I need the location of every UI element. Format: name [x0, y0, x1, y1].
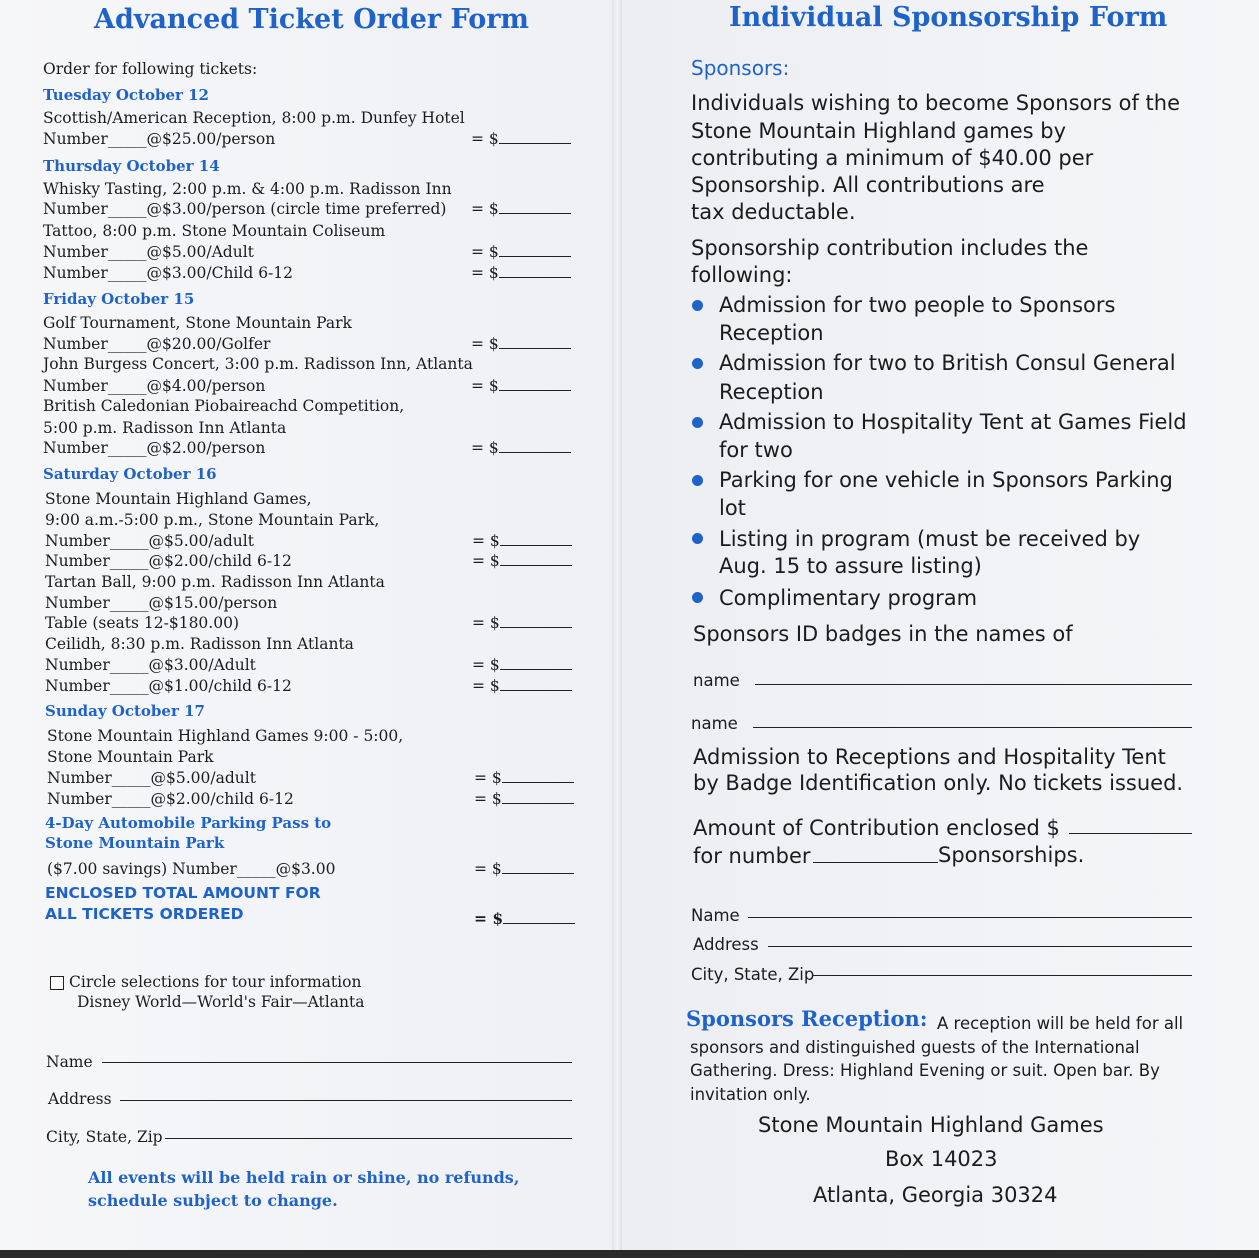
- tour-options[interactable]: Disney World—World's Fair—Atlanta: [77, 993, 365, 1011]
- intro-paragraph: tax deductable.: [691, 200, 856, 224]
- benefit-item: Complimentary program: [719, 586, 978, 610]
- bottom-edge: [0, 1250, 1259, 1258]
- day-heading: Sunday October 17: [45, 702, 205, 720]
- includes-paragraph: Sponsorship contribution includes the: [691, 236, 1089, 260]
- bullet-icon: [692, 300, 703, 311]
- day-heading: Tuesday October 12: [43, 86, 209, 104]
- badge-name-input[interactable]: [753, 727, 1192, 728]
- amount-field[interactable]: = $: [471, 377, 571, 395]
- badge-name-input[interactable]: [755, 684, 1192, 685]
- parking-heading: Stone Mountain Park: [45, 834, 225, 852]
- sponsorships-label: Sponsorships.: [938, 843, 1085, 867]
- rain-or-shine-note: All events will be held rain or shine, no refunds,: [88, 1168, 520, 1187]
- amount-field[interactable]: = $: [472, 552, 572, 570]
- total-amount-field[interactable]: = $: [474, 909, 575, 928]
- amount-field[interactable]: = $: [471, 243, 571, 261]
- quantity-line: Number_____@$3.00/Child 6-12: [43, 264, 294, 282]
- tour-info-label: Circle selections for tour information: [69, 973, 362, 991]
- quantity-line: Number_____@$25.00/person: [43, 130, 276, 148]
- benefit-item: lot: [719, 496, 746, 520]
- event-line: Golf Tournament, Stone Mountain Park: [43, 314, 352, 332]
- ticket-form-title: Advanced Ticket Order Form: [94, 4, 530, 35]
- sponsorship-form-title: Individual Sponsorship Form: [729, 2, 1168, 33]
- amount-field[interactable]: = $: [471, 130, 571, 148]
- event-line: Tartan Ball, 9:00 p.m. Radisson Inn Atlanta: [45, 573, 385, 591]
- quantity-line: Number_____@$2.00/person: [43, 439, 266, 457]
- name-input[interactable]: [102, 1062, 572, 1063]
- day-heading: Thursday October 14: [43, 157, 220, 175]
- quantity-line: ($7.00 savings) Number_____@$3.00: [47, 860, 336, 878]
- name-input[interactable]: [748, 917, 1192, 918]
- address-label: Address: [48, 1090, 112, 1108]
- reception-text: Gathering. Dress: Highland Evening or suit. Open bar. By: [690, 1061, 1160, 1080]
- quantity-line: Number_____@$20.00/Golfer: [43, 335, 271, 353]
- event-line: Stone Mountain Park: [47, 748, 214, 766]
- intro-paragraph: Sponsorship. All contributions are: [691, 173, 1045, 197]
- intro-paragraph: Stone Mountain Highland games by: [691, 119, 1067, 143]
- sponsorship-count-input[interactable]: [813, 862, 938, 863]
- order-intro: Order for following tickets:: [43, 60, 258, 78]
- page-fold: [612, 0, 622, 1250]
- name-label: Name: [691, 906, 740, 925]
- benefit-item: Listing in program (must be received by: [719, 527, 1141, 551]
- city-state-zip-input[interactable]: [165, 1138, 572, 1139]
- quantity-line: Number_____@$3.00/person (circle time preferred): [43, 200, 447, 218]
- reception-text: A reception will be held for all: [937, 1014, 1184, 1033]
- name-label: Name: [46, 1053, 93, 1071]
- badge-name-label: name: [691, 714, 738, 733]
- benefit-item: for two: [719, 438, 793, 462]
- event-line: Stone Mountain Highland Games 9:00 - 5:00,: [47, 727, 404, 745]
- total-heading: ENCLOSED TOTAL AMOUNT FOR: [45, 884, 321, 902]
- benefit-item: Admission for two to British Consul General: [719, 351, 1176, 375]
- rain-or-shine-note: schedule subject to change.: [88, 1191, 338, 1210]
- includes-paragraph: following:: [691, 263, 793, 287]
- event-line: 9:00 a.m.-5:00 p.m., Stone Mountain Park,: [45, 511, 380, 529]
- badge-name-label: name: [693, 671, 740, 690]
- address-label: Address: [693, 935, 759, 954]
- address-input[interactable]: [120, 1100, 572, 1101]
- amount-field[interactable]: = $: [474, 790, 574, 808]
- address-input[interactable]: [768, 946, 1192, 947]
- contribution-amount-input[interactable]: [1069, 833, 1192, 834]
- amount-field[interactable]: = $: [474, 769, 574, 787]
- quantity-line: Number_____@$5.00/adult: [47, 769, 256, 787]
- quantity-line: Number_____@$15.00/person: [45, 594, 278, 612]
- benefit-item: Aug. 15 to assure listing): [719, 554, 982, 578]
- quantity-line: Table (seats 12-$180.00): [45, 614, 239, 632]
- event-line: British Caledonian Piobaireachd Competition,: [43, 397, 405, 415]
- day-heading: Friday October 15: [43, 290, 195, 308]
- amount-field[interactable]: = $: [471, 200, 571, 218]
- intro-paragraph: contributing a minimum of $40.00 per: [691, 146, 1094, 170]
- quantity-line: Number_____@$5.00/Adult: [43, 243, 254, 261]
- admission-note: Admission to Receptions and Hospitality Tent: [693, 745, 1166, 769]
- badges-label: Sponsors ID badges in the names of: [693, 622, 1073, 646]
- event-line: Scottish/American Reception, 8:00 p.m. Dunfey Hotel: [43, 109, 465, 127]
- admission-note: by Badge Identification only. No tickets issued.: [693, 771, 1184, 795]
- event-line: Ceilidh, 8:30 p.m. Radisson Inn Atlanta: [45, 635, 354, 653]
- bullet-icon: [692, 417, 703, 428]
- amount-field[interactable]: = $: [472, 656, 572, 674]
- event-line: 5:00 p.m. Radisson Inn Atlanta: [43, 419, 287, 437]
- quantity-line: Number_____@$2.00/child 6-12: [45, 552, 292, 570]
- quantity-line: Number_____@$5.00/adult: [45, 532, 254, 550]
- amount-field[interactable]: = $: [474, 860, 574, 878]
- parking-heading: 4-Day Automobile Parking Pass to: [45, 814, 332, 832]
- city-state-zip-input[interactable]: [812, 975, 1192, 976]
- quantity-line: Number_____@$1.00/child 6-12: [45, 677, 292, 695]
- mailing-address: Box 14023: [885, 1147, 998, 1171]
- bullet-icon: [692, 358, 703, 369]
- city-state-zip-label: City, State, Zip: [46, 1128, 163, 1146]
- mailing-address: Stone Mountain Highland Games: [758, 1113, 1104, 1137]
- reception-text: invitation only.: [690, 1085, 811, 1104]
- amount-label: Amount of Contribution enclosed $: [693, 816, 1060, 840]
- amount-field[interactable]: = $: [472, 532, 572, 550]
- event-line: Whisky Tasting, 2:00 p.m. & 4:00 p.m. Radisson Inn: [43, 180, 452, 198]
- benefit-item: Parking for one vehicle in Sponsors Parking: [719, 468, 1173, 492]
- reception-heading: Sponsors Reception:: [686, 1006, 928, 1031]
- tour-info-checkbox[interactable]: [50, 976, 64, 990]
- intro-paragraph: Individuals wishing to become Sponsors of the: [691, 91, 1180, 115]
- for-number-label: for number: [693, 844, 811, 868]
- amount-field[interactable]: = $: [471, 335, 571, 353]
- event-line: John Burgess Concert, 3:00 p.m. Radisson Inn, Atlanta: [43, 355, 473, 373]
- bullet-icon: [692, 533, 703, 544]
- quantity-line: Number_____@$4.00/person: [43, 377, 266, 395]
- amount-field[interactable]: = $: [472, 614, 572, 632]
- benefit-item: Admission for two people to Sponsors: [719, 293, 1116, 317]
- mailing-address: Atlanta, Georgia 30324: [813, 1183, 1058, 1207]
- total-heading: ALL TICKETS ORDERED: [45, 905, 244, 923]
- event-line: Tattoo, 8:00 p.m. Stone Mountain Coliseum: [43, 222, 386, 240]
- benefit-item: Reception: [719, 321, 824, 345]
- day-heading: Saturday October 16: [43, 465, 217, 483]
- city-state-zip-label: City, State, Zip: [691, 965, 815, 984]
- reception-text: sponsors and distinguished guests of the International: [690, 1038, 1140, 1057]
- benefit-item: Admission to Hospitality Tent at Games Field: [719, 410, 1187, 434]
- event-line: Stone Mountain Highland Games,: [45, 490, 312, 508]
- quantity-line: Number_____@$2.00/child 6-12: [47, 790, 294, 808]
- amount-field[interactable]: = $: [472, 677, 572, 695]
- sponsors-label: Sponsors:: [691, 56, 790, 80]
- amount-field[interactable]: = $: [471, 264, 571, 282]
- quantity-line: Number_____@$3.00/Adult: [45, 656, 256, 674]
- amount-field[interactable]: = $: [471, 439, 571, 457]
- benefit-item: Reception: [719, 380, 824, 404]
- bullet-icon: [692, 475, 703, 486]
- bullet-icon: [692, 592, 703, 603]
